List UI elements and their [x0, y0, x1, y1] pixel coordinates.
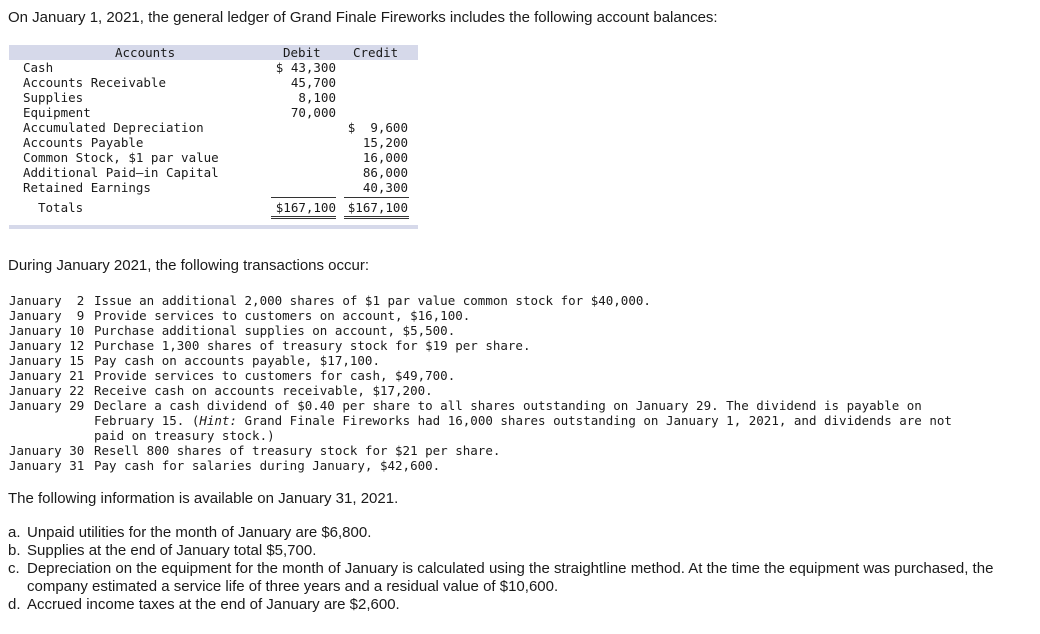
debit-value: 70,000 [290, 105, 336, 120]
totals-row [9, 200, 418, 215]
intro-text: On January 1, 2021, the general ledger of Grand Finale Fireworks includes the following account balances: [8, 9, 718, 26]
ledger-header [9, 45, 418, 60]
ledger-bottom-bar [9, 225, 418, 229]
transaction-date: January 12 [9, 338, 85, 353]
transaction-date: January 31 [9, 458, 85, 473]
transaction-date: January 9 [9, 308, 85, 323]
ledger-row [9, 180, 418, 195]
item-text: Unpaid utilities for the month of January are $6,800. [27, 524, 372, 541]
adjustment-item [8, 542, 1028, 560]
transaction-description: Purchase additional supplies on account, $5,500. [94, 323, 456, 338]
hint-label: Hint: [199, 413, 237, 428]
header-debit: Debit [283, 45, 321, 60]
transaction-description: Provide services to customers for cash, $49,700. [94, 368, 456, 383]
ledger-row [9, 90, 418, 105]
account-name: Supplies [23, 90, 84, 105]
transaction-date: January 15 [9, 353, 85, 368]
item-letter: b. [8, 542, 21, 559]
account-name: Cash [23, 60, 54, 75]
ledger-row [9, 105, 418, 120]
totals-credit: $167,100 [347, 200, 408, 215]
adjustments-list [8, 524, 1028, 614]
transaction-description: Pay cash for salaries during January, $42,600. [94, 458, 441, 473]
ledger-table [9, 45, 418, 229]
ledger-row [9, 150, 418, 165]
transaction-date: January 21 [9, 368, 85, 383]
transaction-date: January 22 [9, 383, 85, 398]
totals-debit: $167,100 [275, 200, 336, 215]
item-text: Accrued income taxes at the end of January are $2,600. [27, 596, 400, 613]
account-name: Common Stock, $1 par value [23, 150, 219, 165]
account-name: Accumulated Depreciation [23, 120, 204, 135]
transaction-description: Pay cash on accounts payable, $17,100. [94, 353, 380, 368]
item-letter: a. [8, 524, 21, 541]
debit-value: 45,700 [290, 75, 336, 90]
transaction-description: Declare a cash dividend of $0.40 per share to all shares outstanding on January 29. The dividend is payable on February 15. (Hint: Grand Finale Fireworks had 16,000 shares outstanding on January 1, 2021, and dividends are not paid on treasury stock.) [94, 398, 952, 443]
adjustment-item [8, 560, 1028, 596]
header-credit: Credit [353, 45, 399, 60]
transaction-date: January 2 [9, 293, 85, 308]
transaction-date: January 29 [9, 398, 85, 413]
credit-value: 40,300 [362, 180, 408, 195]
info-text: The following information is available on January 31, 2021. [8, 490, 399, 507]
credit-value: 15,200 [362, 135, 408, 150]
item-text: Supplies at the end of January total $5,700. [27, 542, 317, 559]
transaction-description: Provide services to customers on account, $16,100. [94, 308, 471, 323]
account-name: Retained Earnings [23, 180, 151, 195]
adjustment-item [8, 524, 1028, 542]
transaction-description: Receive cash on accounts receivable, $17,200. [94, 383, 433, 398]
ledger-row [9, 120, 418, 135]
credit-value: $ 9,600 [347, 120, 408, 135]
ledger-row [9, 60, 418, 75]
ledger-row [9, 165, 418, 180]
account-name: Additional Paid–in Capital [23, 165, 219, 180]
debit-value: 8,100 [298, 90, 336, 105]
credit-value: 16,000 [362, 150, 408, 165]
transaction-description: Resell 800 shares of treasury stock for $21 per share. [94, 443, 501, 458]
transactions-intro: During January 2021, the following transactions occur: [8, 257, 370, 274]
transaction-description: Issue an additional 2,000 shares of $1 par value common stock for $40,000. [94, 293, 651, 308]
account-name: Accounts Payable [23, 135, 144, 150]
transaction-description: Purchase 1,300 shares of treasury stock for $19 per share. [94, 338, 531, 353]
account-name: Accounts Receivable [23, 75, 166, 90]
item-letter: d. [8, 596, 21, 613]
item-text: Depreciation on the equipment for the month of January is calculated using the straightline method. At the time the equipment was purchased, the company estimated a service life of three years and a residual value of $10,600. [27, 560, 994, 595]
account-name: Equipment [23, 105, 91, 120]
ledger-row [9, 75, 418, 90]
debit-value: $ 43,300 [275, 60, 336, 75]
item-letter: c. [8, 560, 20, 577]
credit-value: 86,000 [362, 165, 408, 180]
transaction-date: January 10 [9, 323, 85, 338]
ledger-row [9, 135, 418, 150]
adjustment-item [8, 596, 1028, 614]
transaction-date: January 30 [9, 443, 85, 458]
header-accounts: Accounts [115, 45, 176, 60]
totals-label: Totals [38, 200, 84, 215]
